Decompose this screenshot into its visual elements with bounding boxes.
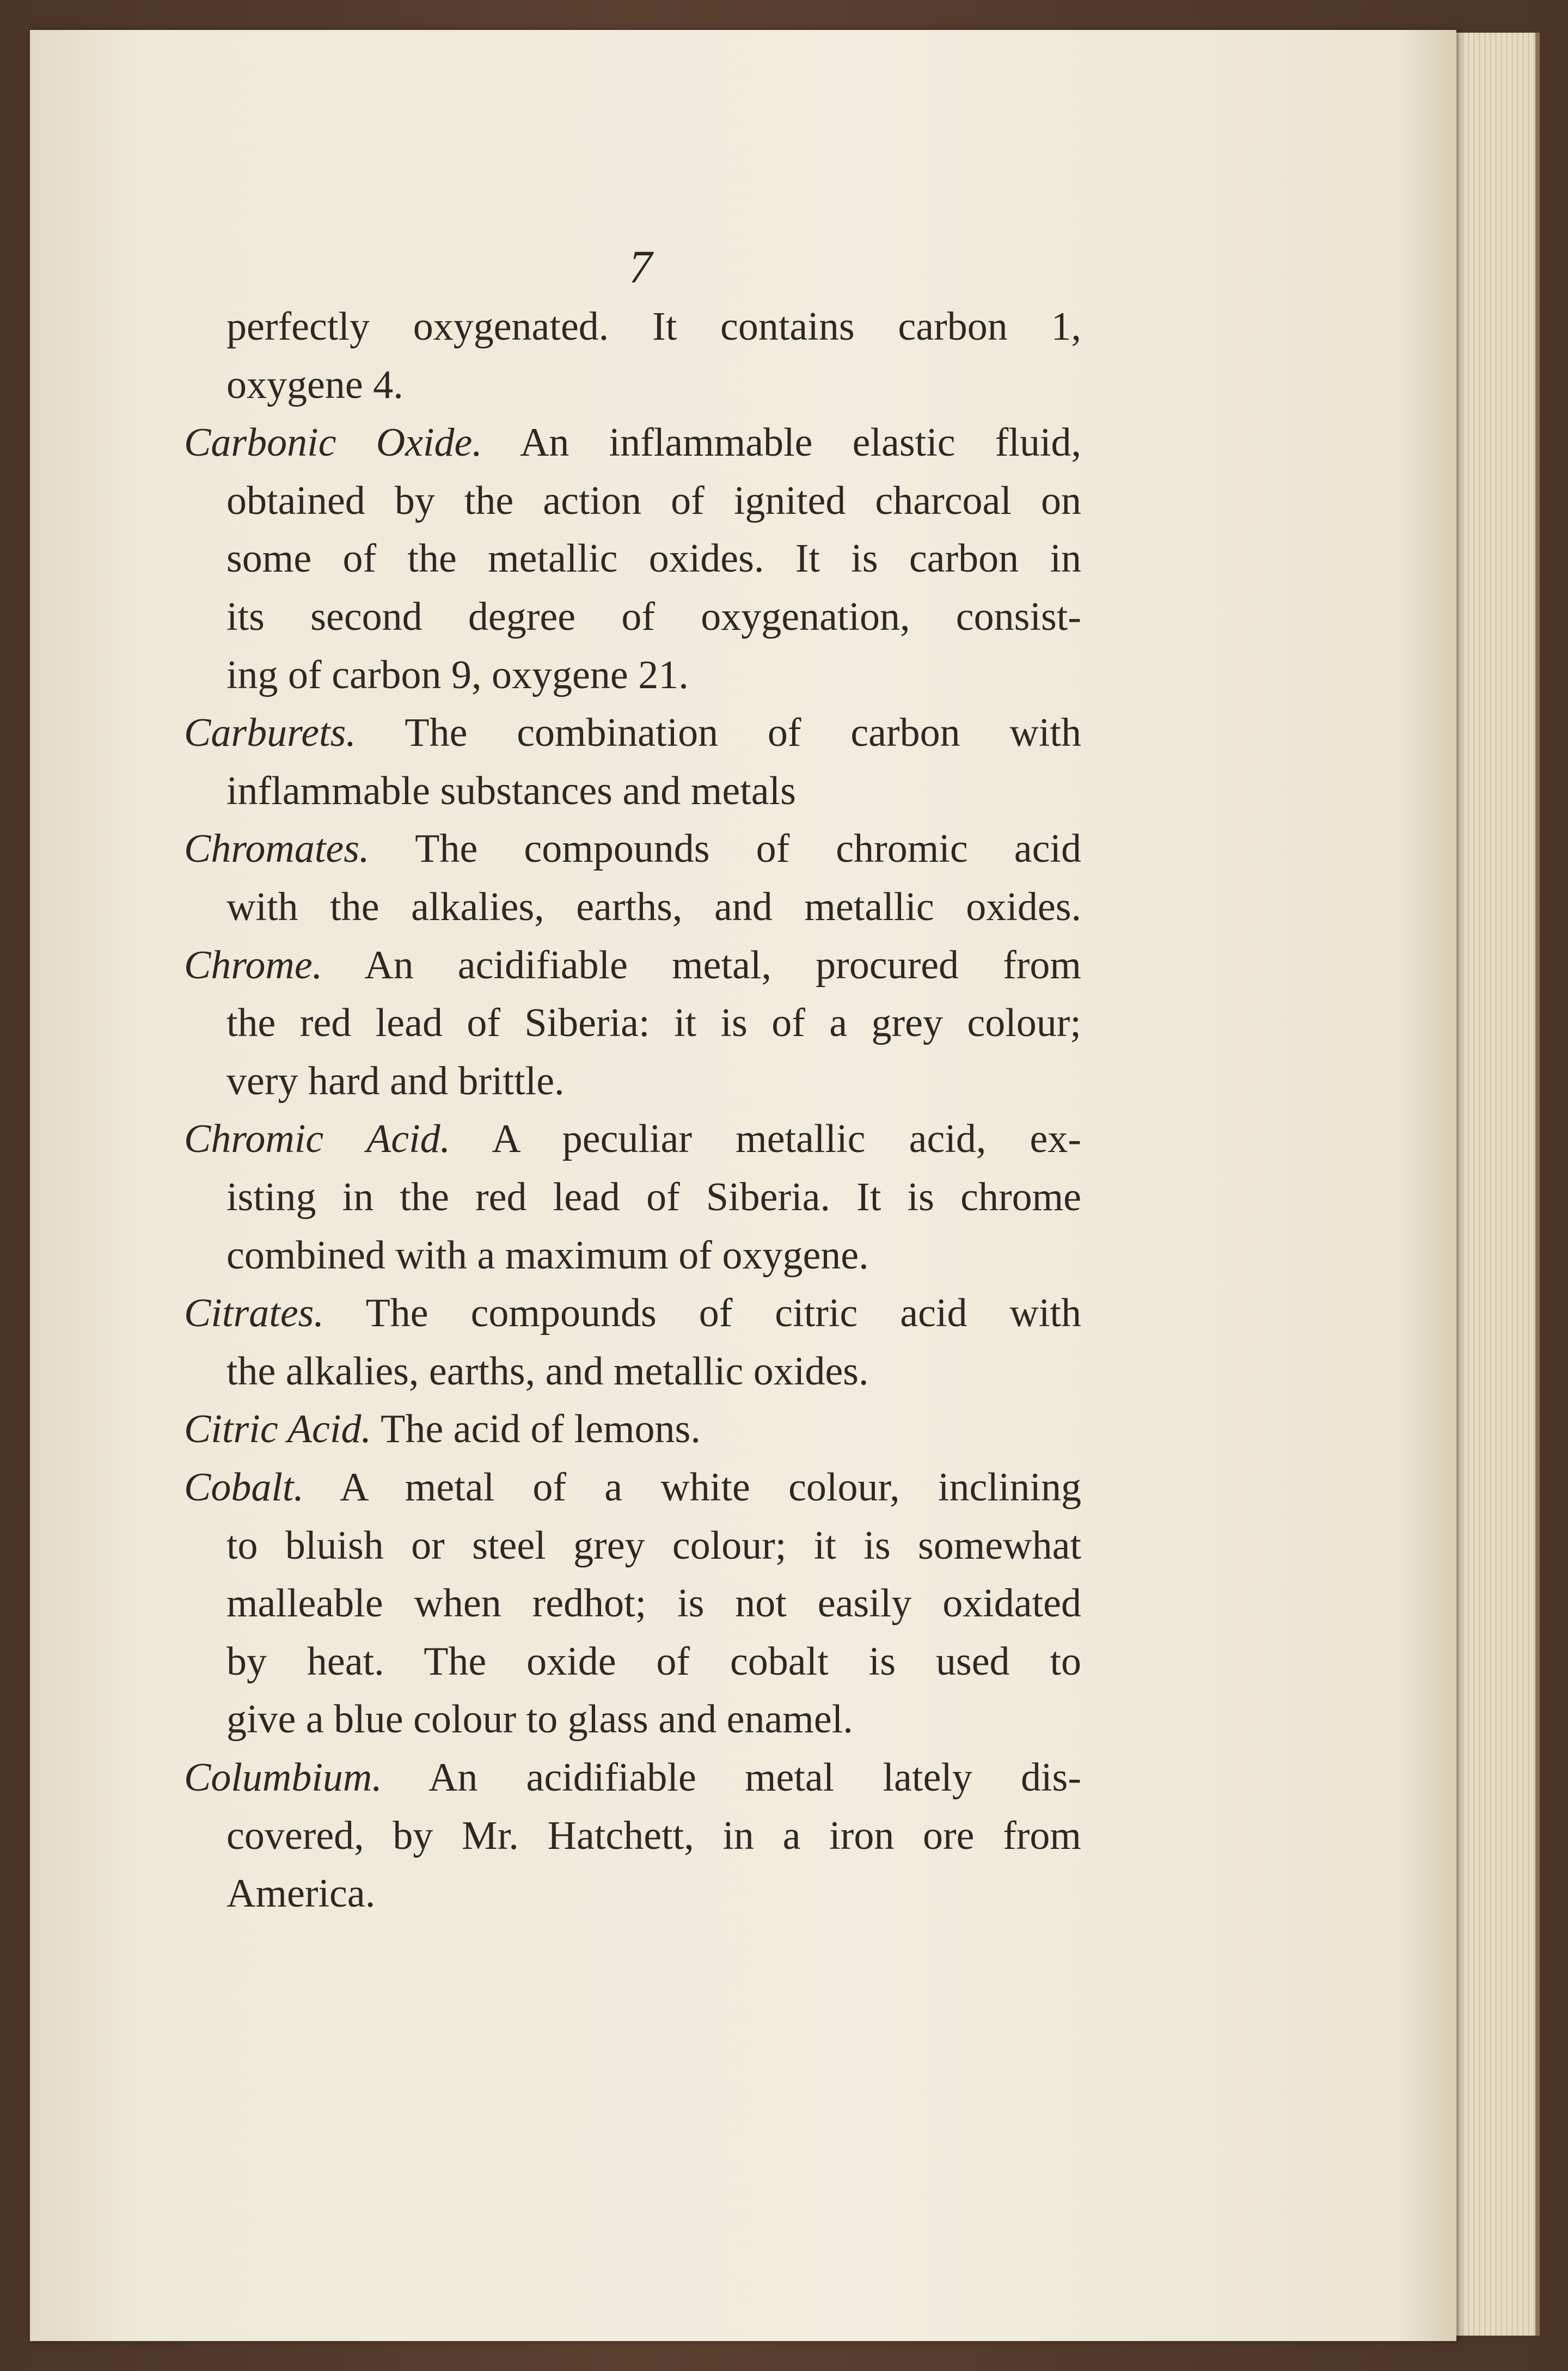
line-text: America. [226,1871,376,1916]
glossary-entry-line [184,1753,1081,1802]
text-line [226,302,1081,351]
text-line [226,651,1081,700]
text-line [226,1521,1081,1570]
glossary-entry-line [184,708,1081,757]
entry-term: Chrome. [184,942,323,988]
text-line [226,1637,1081,1686]
entry-term: Chromic Acid. [184,1117,451,1162]
line-text: by heat. The oxide of cobalt is used to [226,1639,1081,1684]
glossary-entry-line [184,824,1081,873]
line-text: An acidifiable metal lately dis- [428,1755,1081,1800]
line-text: give a blue colour to glass and enamel. [226,1697,853,1742]
glossary-entry-line [184,1463,1081,1512]
line-text: malleable when redhot; is not easily oxidated [226,1581,1081,1626]
text-line [226,1173,1081,1222]
text-line [226,1231,1081,1280]
line-text: An acidifiable metal, procured from [364,942,1081,988]
glossary-entry-line [184,1114,1081,1163]
line-text: with the alkalies, earths, and metallic oxides. [226,885,1081,929]
text-line [226,998,1081,1047]
line-text: some of the metallic oxides. It is carbon in [226,536,1081,581]
line-text: very hard and brittle. [226,1058,565,1104]
entry-term: Columbium. [184,1755,382,1800]
line-text: The combination of carbon with [405,710,1081,756]
text-line [226,1347,1081,1396]
entry-term: Chromates. [184,826,370,872]
text-line [226,883,1081,932]
text-line [226,534,1081,583]
line-text: perfectly oxygenated. It contains carbon 1, [226,304,1081,349]
line-text: The compounds of chromic acid [415,826,1081,872]
line-text: ing of carbon 9, oxygene 21. [226,652,689,697]
glossary-entry-line [184,418,1081,467]
text-line [226,360,1081,409]
book-page [30,30,1456,2341]
entry-term: Citrates. [184,1291,324,1336]
line-text: the red lead of Siberia: it is of a grey colour; [226,1001,1081,1046]
line-text: The acid of lemons. [381,1407,701,1452]
line-text: inflammable substances and metals [226,768,796,813]
text-line [226,1695,1081,1744]
text-line [226,476,1081,525]
entry-term: Citric Acid. [184,1407,371,1452]
line-text: A peculiar metallic acid, ex- [492,1117,1081,1162]
page-number: 7 [629,241,652,293]
text-line [226,1057,1081,1106]
line-text: to bluish or steel grey colour; it is somewhat [226,1523,1081,1568]
glossary-entry-line [184,1405,1081,1454]
text-line [226,1811,1081,1860]
line-text: A metal of a white colour, inclining [340,1465,1081,1510]
line-text: its second degree of oxygenation, consist- [226,595,1081,639]
line-text: oxygene 4. [226,362,403,407]
line-text: covered, by Mr. Hatchett, in a iron ore from [226,1813,1081,1858]
entry-term: Carbonic Oxide. [184,420,482,465]
text-line [226,1579,1081,1628]
line-text: combined with a maximum of oxygene. [226,1233,869,1278]
line-text: the alkalies, earths, and metallic oxides. [226,1349,869,1394]
text-line [226,767,1081,816]
entry-term: Cobalt. [184,1465,304,1510]
text-line [226,592,1081,641]
entry-term: Carburets. [184,710,356,756]
text-line [226,1869,1081,1918]
line-text: The compounds of citric acid with [365,1291,1081,1336]
glossary-entry-line [184,941,1081,990]
line-text: isting in the red lead of Siberia. It is chrome [226,1175,1081,1220]
line-text: An inflammable elastic fluid, [519,420,1082,465]
glossary-entry-line [184,1289,1081,1338]
line-text: obtained by the action of ignited charcoal on [226,478,1081,523]
